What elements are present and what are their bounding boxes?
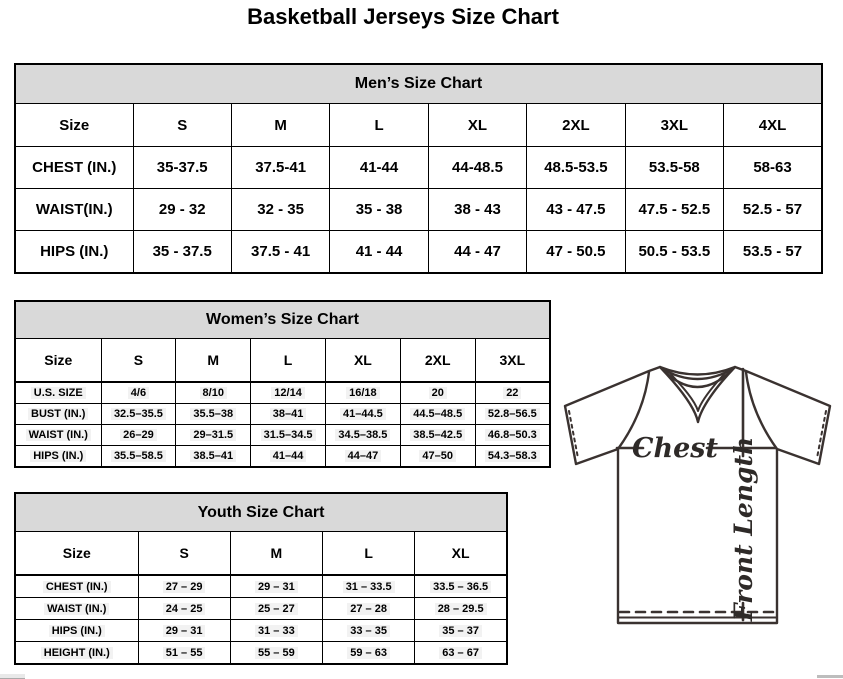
size-value-cell: 26–29 (101, 425, 176, 446)
column-header-3xl: 3XL (625, 104, 723, 147)
column-header-xl: XL (325, 339, 400, 383)
column-header-l: L (251, 339, 326, 383)
size-value-cell: 31 – 33 (230, 620, 322, 642)
row-label-cell: WAIST(IN.) (15, 189, 133, 231)
column-header-4xl: 4XL (724, 104, 822, 147)
size-value-cell: 41–44 (251, 446, 326, 468)
size-value-cell: 29 – 31 (138, 620, 230, 642)
size-value-cell: 52.5 - 57 (724, 189, 822, 231)
page-title: Basketball Jerseys Size Chart (247, 4, 559, 29)
front-length-label: Front Length (729, 436, 758, 622)
size-value-cell: 44.5–48.5 (400, 404, 475, 425)
row-label-cell: HIPS (IN.) (15, 446, 101, 468)
row-header-size: Size (15, 104, 133, 147)
row-label-cell: WAIST (IN.) (15, 425, 101, 446)
size-value-cell: 25 – 27 (230, 598, 322, 620)
column-header-xl: XL (415, 532, 507, 576)
size-value-cell: 20 (400, 382, 475, 404)
size-value-cell: 55 – 59 (230, 642, 322, 665)
column-header-m: M (176, 339, 251, 383)
size-value-cell: 24 – 25 (138, 598, 230, 620)
size-value-cell: 63 – 67 (415, 642, 507, 665)
size-value-cell: 32 - 35 (231, 189, 329, 231)
mens-size-table (14, 63, 823, 274)
size-value-cell: 58-63 (724, 147, 822, 189)
column-header-3xl: 3XL (475, 339, 550, 383)
column-header-m: M (231, 104, 329, 147)
youth-size-table (14, 492, 508, 665)
table-row (15, 425, 550, 446)
size-value-cell: 22 (475, 382, 550, 404)
youth-table-title: Youth Size Chart (15, 493, 507, 532)
size-value-cell: 31.5–34.5 (251, 425, 326, 446)
row-label-cell: HIPS (IN.) (15, 231, 133, 274)
size-value-cell: 51 – 55 (138, 642, 230, 665)
size-value-cell: 12/14 (251, 382, 326, 404)
column-header-l: L (323, 532, 415, 576)
jersey-outline (565, 367, 830, 623)
row-label-cell: U.S. SIZE (15, 382, 101, 404)
size-value-cell: 41 - 44 (330, 231, 428, 274)
column-header-l: L (330, 104, 428, 147)
size-value-cell: 47–50 (400, 446, 475, 468)
table-row (15, 446, 550, 468)
column-header-s: S (101, 339, 176, 383)
row-label-cell: CHEST (IN.) (15, 147, 133, 189)
size-value-cell: 28 – 29.5 (415, 598, 507, 620)
table-row (15, 231, 822, 274)
size-value-cell: 50.5 - 53.5 (625, 231, 723, 274)
womens-header-row (15, 339, 550, 383)
size-value-cell: 44–47 (325, 446, 400, 468)
mens-header-row (15, 104, 822, 147)
size-value-cell: 38.5–41 (176, 446, 251, 468)
size-value-cell: 27 – 29 (138, 575, 230, 598)
youth-header-row (15, 532, 507, 576)
size-value-cell: 46.8–50.3 (475, 425, 550, 446)
size-value-cell: 38–41 (251, 404, 326, 425)
column-header-s: S (138, 532, 230, 576)
size-value-cell: 52.8–56.5 (475, 404, 550, 425)
size-value-cell: 43 - 47.5 (527, 189, 625, 231)
size-value-cell: 35.5–38 (176, 404, 251, 425)
size-value-cell: 27 – 28 (323, 598, 415, 620)
size-value-cell: 29 - 32 (133, 189, 231, 231)
womens-table-title: Women’s Size Chart (15, 301, 550, 339)
size-value-cell: 59 – 63 (323, 642, 415, 665)
size-value-cell: 47 - 50.5 (527, 231, 625, 274)
horizontal-scrollbar-fragment-left[interactable] (0, 674, 25, 679)
size-value-cell: 37.5 - 41 (231, 231, 329, 274)
size-value-cell: 8/10 (176, 382, 251, 404)
row-label-cell: HIPS (IN.) (15, 620, 138, 642)
row-label-cell: CHEST (IN.) (15, 575, 138, 598)
row-header-size: Size (15, 339, 101, 383)
table-row (15, 642, 507, 665)
row-header-size: Size (15, 532, 138, 576)
size-value-cell: 44-48.5 (428, 147, 526, 189)
size-value-cell: 4/6 (101, 382, 176, 404)
size-value-cell: 31 – 33.5 (323, 575, 415, 598)
row-label-cell: BUST (IN.) (15, 404, 101, 425)
size-value-cell: 35-37.5 (133, 147, 231, 189)
jersey-diagram (550, 358, 840, 662)
column-header-s: S (133, 104, 231, 147)
horizontal-scrollbar-fragment-right[interactable] (817, 675, 843, 678)
size-value-cell: 48.5-53.5 (527, 147, 625, 189)
row-label-cell: WAIST (IN.) (15, 598, 138, 620)
column-header-m: M (230, 532, 322, 576)
size-value-cell: 33.5 – 36.5 (415, 575, 507, 598)
table-row (15, 575, 507, 598)
table-row (15, 147, 822, 189)
size-value-cell: 16/18 (325, 382, 400, 404)
size-value-cell: 32.5–35.5 (101, 404, 176, 425)
size-value-cell: 54.3–58.3 (475, 446, 550, 468)
column-header-2xl: 2XL (527, 104, 625, 147)
size-value-cell: 34.5–38.5 (325, 425, 400, 446)
womens-size-table (14, 300, 551, 468)
size-value-cell: 37.5-41 (231, 147, 329, 189)
table-row (15, 598, 507, 620)
size-value-cell: 35 - 38 (330, 189, 428, 231)
column-header-xl: XL (428, 104, 526, 147)
size-value-cell: 41-44 (330, 147, 428, 189)
size-value-cell: 53.5 - 57 (724, 231, 822, 274)
size-value-cell: 33 – 35 (323, 620, 415, 642)
size-value-cell: 35 – 37 (415, 620, 507, 642)
size-value-cell: 38 - 43 (428, 189, 526, 231)
size-value-cell: 29 – 31 (230, 575, 322, 598)
size-value-cell: 53.5-58 (625, 147, 723, 189)
table-row (15, 620, 507, 642)
size-value-cell: 35 - 37.5 (133, 231, 231, 274)
row-label-cell: HEIGHT (IN.) (15, 642, 138, 665)
table-row (15, 189, 822, 231)
size-value-cell: 29–31.5 (176, 425, 251, 446)
table-row (15, 382, 550, 404)
mens-table-title: Men’s Size Chart (15, 64, 822, 104)
table-row (15, 404, 550, 425)
column-header-2xl: 2XL (400, 339, 475, 383)
size-value-cell: 44 - 47 (428, 231, 526, 274)
size-value-cell: 47.5 - 52.5 (625, 189, 723, 231)
size-value-cell: 41–44.5 (325, 404, 400, 425)
chest-label: Chest (632, 433, 718, 464)
size-value-cell: 38.5–42.5 (400, 425, 475, 446)
size-value-cell: 35.5–58.5 (101, 446, 176, 468)
